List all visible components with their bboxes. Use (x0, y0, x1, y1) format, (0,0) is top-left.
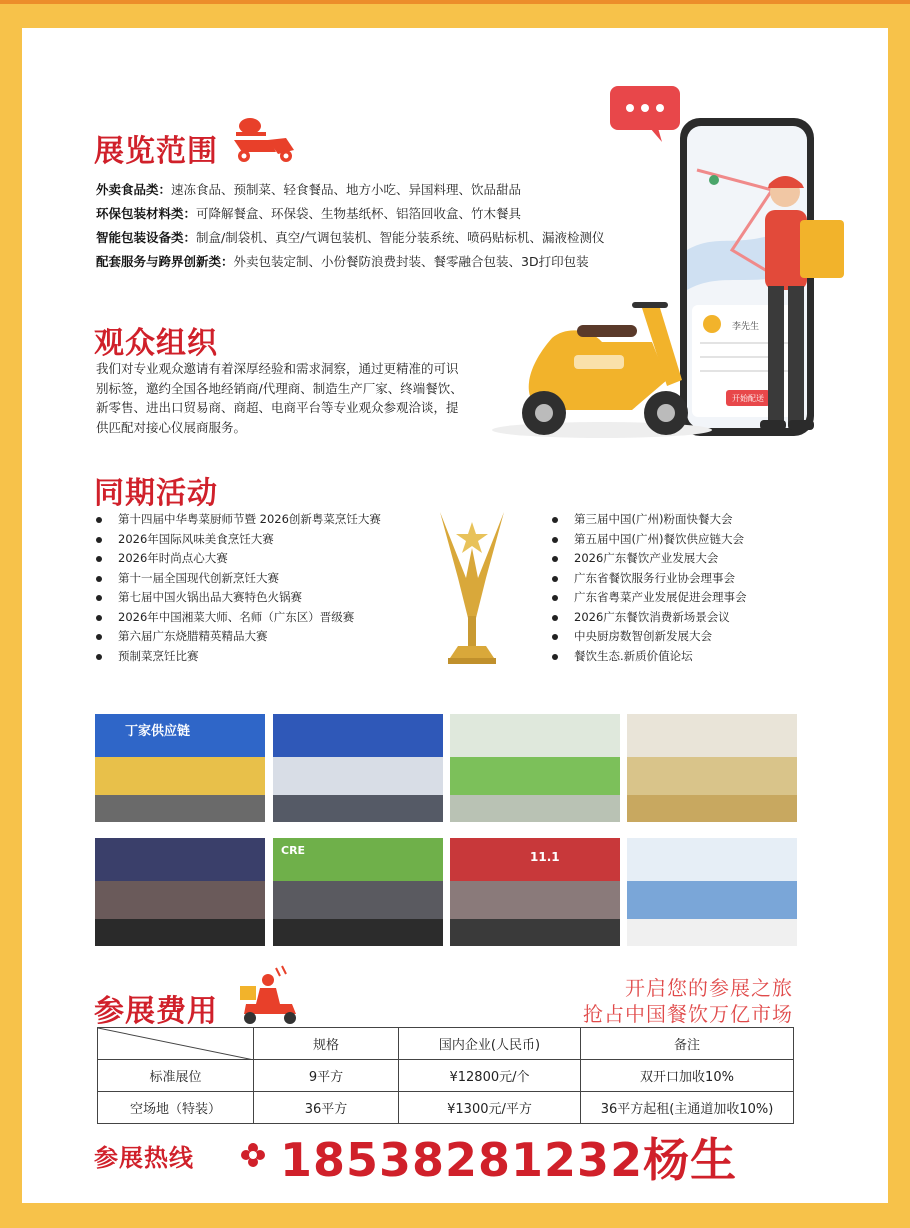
delivery-illustration (482, 80, 862, 470)
activity-item: 2026广东餐饮消费新场景会议 (550, 608, 747, 628)
table-header-corner (98, 1028, 254, 1060)
slogan-line-1: 开启您的参展之旅 (625, 976, 793, 1000)
flyer-sheet (22, 28, 888, 1203)
table-cell: 空场地（特装） (98, 1092, 254, 1124)
slogan-line-2: 抢占中国餐饮万亿市场 (583, 1002, 793, 1026)
table-cell: ¥12800元/个 (399, 1060, 581, 1092)
top-accent-bar (0, 0, 910, 4)
hotline-number[interactable]: 18538281232杨生 (280, 1133, 738, 1187)
hotline-label: 参展热线 (94, 1144, 194, 1172)
activity-item: 第十一届全国现代创新烹饪大赛 (94, 569, 381, 589)
chat-bubble-icon (610, 86, 680, 142)
expo-photo (450, 838, 620, 946)
trophy-icon (434, 508, 510, 668)
scope-label: 配套服务与跨界创新类： (96, 254, 234, 269)
expo-photo (95, 714, 265, 822)
expo-photo (450, 714, 620, 822)
activity-item: 2026年国际风味美食烹饪大赛 (94, 530, 381, 550)
flower-icon (240, 1142, 266, 1168)
activities-right-list (550, 510, 747, 666)
expo-photo (273, 714, 443, 822)
activity-item: 第五届中国(广州)餐饮供应链大会 (550, 530, 747, 550)
scope-items: 制盒/制袋机、真空/气调包装机、智能分装系统、喷码贴标机、漏液检测仪 (196, 230, 605, 245)
courier-name: 李先生 (732, 322, 760, 332)
table-header-cell: 备注 (581, 1028, 794, 1060)
scope-label: 环保包装材料类： (96, 206, 197, 221)
scope-items: 速冻食品、预制菜、轻食餐品、地方小吃、异国料理、饮品甜品 (171, 182, 522, 197)
table-cell: 标准展位 (98, 1060, 254, 1092)
expo-photo (627, 714, 797, 822)
scope-line-food (96, 180, 521, 198)
scope-items: 可降解餐盒、环保袋、生物基纸杯、铝箔回收盒、竹木餐具 (196, 206, 522, 221)
table-row (98, 1060, 794, 1092)
delivery-scooter-icon (230, 116, 302, 166)
activity-item: 餐饮生态.新质价值论坛 (550, 647, 747, 667)
activity-item: 2026广东餐饮产业发展大会 (550, 549, 747, 569)
table-header-cell: 国内企业(人民币) (399, 1028, 581, 1060)
scope-line-packaging (96, 204, 521, 222)
activity-item: 广东省粤菜产业发展促进会理事会 (550, 588, 747, 608)
scope-label: 外卖食品类： (96, 182, 172, 197)
activity-item: 2026年中国湘菜大师、名师（广东区）晋级赛 (94, 608, 381, 628)
photo-caption: 丁家供应链 (125, 724, 191, 739)
scope-label: 智能包装设备类： (96, 230, 197, 245)
table-header-row (98, 1028, 794, 1060)
courier-figure (760, 176, 844, 430)
start-delivery-label: 开始配送 (732, 394, 764, 403)
activities-left-list (94, 510, 381, 666)
table-header-cell: 规格 (254, 1028, 399, 1060)
activity-item: 2026年时尚点心大赛 (94, 549, 381, 569)
photo-caption: CRE (281, 844, 306, 857)
fees-title: 参展费用 (94, 994, 218, 1029)
table-cell: 双开口加收10% (581, 1060, 794, 1092)
delivery-rider-icon (236, 964, 302, 1026)
table-row (98, 1092, 794, 1124)
scope-title: 展览范围 (94, 134, 218, 169)
scooter-icon (492, 302, 712, 438)
table-cell: 36平方 (254, 1092, 399, 1124)
photo-caption: 11.1 (530, 850, 560, 864)
scope-items: 外卖包装定制、小份餐防浪费封装、餐零融合包装、3D打印包装 (233, 254, 589, 269)
delivery-box-icon (800, 220, 844, 278)
expo-photo (627, 838, 797, 946)
table-cell: 9平方 (254, 1060, 399, 1092)
table-cell: ¥1300元/平方 (399, 1092, 581, 1124)
audience-title: 观众组织 (94, 326, 218, 361)
activity-item: 第十四届中华粤菜厨师节暨 2026创新粤菜烹饪大赛 (94, 510, 381, 530)
activity-item: 广东省餐饮服务行业协会理事会 (550, 569, 747, 589)
activity-item: 第三届中国(广州)粉面快餐大会 (550, 510, 747, 530)
activity-item: 中央厨房数智创新发展大会 (550, 627, 747, 647)
activity-item: 第七届中国火锅出品大赛特色火锅赛 (94, 588, 381, 608)
activity-item: 第六届广东烧腊精英精品大赛 (94, 627, 381, 647)
expo-photo (273, 838, 443, 946)
audience-text: 我们对专业观众邀请有着深厚经验和需求洞察，通过更精准的可识别标签，邀约全国各地经销商/代理商、制造生产厂家、终端餐饮、新零售、进出口贸易商、商超、电商平台等专业观众参观洽谈，提供匹配对接心仪展商服务。 (96, 361, 463, 435)
activities-title: 同期活动 (94, 476, 218, 511)
activity-item: 预制菜烹饪比赛 (94, 647, 381, 667)
fees-table (97, 1027, 794, 1124)
table-cell: 36平方起租(主通道加收10%) (581, 1092, 794, 1124)
expo-photo (95, 838, 265, 946)
